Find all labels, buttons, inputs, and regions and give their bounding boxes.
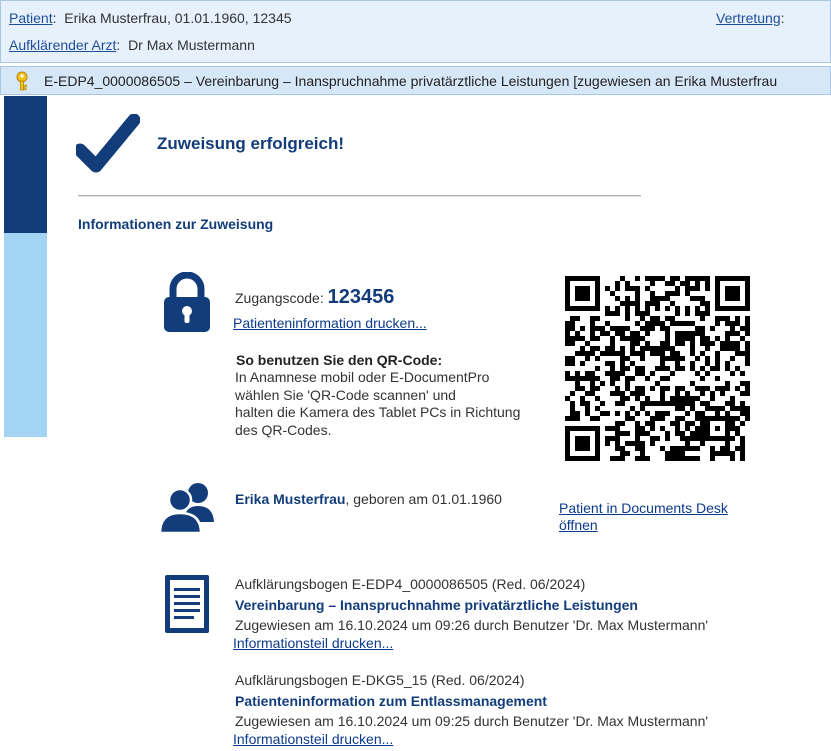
document-title: Patienteninformation zum Entlassmanagement (235, 693, 547, 709)
substitute-row: Vertretung: (716, 10, 785, 26)
open-documents-desk-label: Patient in Documents Desk (559, 500, 728, 516)
patient-birthdate: , geboren am 01.01.1960 (345, 491, 502, 507)
print-info-link[interactable]: Informationsteil drucken... (233, 635, 394, 651)
status-strip-dark (4, 96, 47, 233)
qr-instructions-title: So benutzen Sie den QR-Code: (236, 352, 443, 368)
patient-info (235, 490, 502, 508)
doctor-value: Dr Max Mustermann (128, 37, 255, 53)
divider (78, 195, 641, 197)
lock-icon (161, 272, 213, 334)
users-icon (157, 480, 217, 535)
document-entry (235, 671, 708, 748)
qr-instruction-line: In Anamnese mobil oder E-DocumentPro (235, 369, 490, 385)
key-icon (14, 71, 32, 91)
access-code-row (235, 286, 394, 309)
patient-header-bar (0, 0, 831, 63)
print-patient-info-link[interactable]: Patienteninformation drucken... (233, 315, 427, 331)
document-title: E-EDP4_0000086505 – Vereinbarung – Inanspruchnahme privatärztliche Leistungen [zugewiesen an Erika Musterfrau (44, 73, 778, 89)
patient-value: Erika Musterfrau, 01.01.1960, 12345 (64, 10, 292, 26)
open-documents-desk-link[interactable] (559, 500, 728, 534)
document-assigned: Zugewiesen am 16.10.2024 um 09:25 durch Benutzer 'Dr. Max Mustermann' (235, 713, 709, 729)
print-info-link[interactable]: Informationsteil drucken... (233, 731, 394, 747)
document-code: Aufklärungsbogen E-DKG5_15 (Red. 06/2024) (235, 672, 525, 688)
qr-instruction-line: wählen Sie 'QR-Code scannen' und (235, 386, 456, 403)
open-documents-desk-label: öffnen (559, 517, 598, 533)
qr-instruction-line: halten die Kamera des Tablet PCs in Richtung (235, 404, 521, 420)
qr-instructions-text (235, 369, 520, 439)
qr-instruction-line: des QR-Codes. (235, 421, 332, 438)
document-icon (163, 573, 211, 635)
access-code-value: 123456 (327, 286, 395, 308)
patient-link[interactable]: Patient (9, 10, 53, 26)
document-assigned: Zugewiesen am 16.10.2024 um 09:26 durch Benutzer 'Dr. Max Mustermann' (235, 617, 709, 633)
qr-code (565, 276, 750, 461)
checkmark-icon (76, 114, 140, 176)
substitute-link[interactable]: Vertretung (716, 10, 781, 26)
status-strip-light (4, 233, 47, 437)
success-message: Zuweisung erfolgreich! (157, 134, 345, 153)
document-title: Vereinbarung – Inanspruchnahme privatärztliche Leistungen (235, 597, 638, 613)
document-title-bar[interactable] (0, 66, 831, 95)
access-code-label: Zugangscode: (235, 290, 324, 306)
document-entry (235, 575, 708, 652)
patient-name: Erika Musterfrau (235, 491, 346, 507)
doctor-link[interactable]: Aufklärender Arzt (9, 37, 117, 53)
doctor-row: Aufklärender Arzt: Dr Max Mustermann (9, 37, 255, 53)
patient-row: Patient: Erika Musterfrau, 01.01.1960, 12345 (9, 10, 292, 26)
document-code: Aufklärungsbogen E-EDP4_0000086505 (Red. 06/2024) (235, 576, 586, 592)
section-title: Informationen zur Zuweisung (78, 216, 274, 232)
